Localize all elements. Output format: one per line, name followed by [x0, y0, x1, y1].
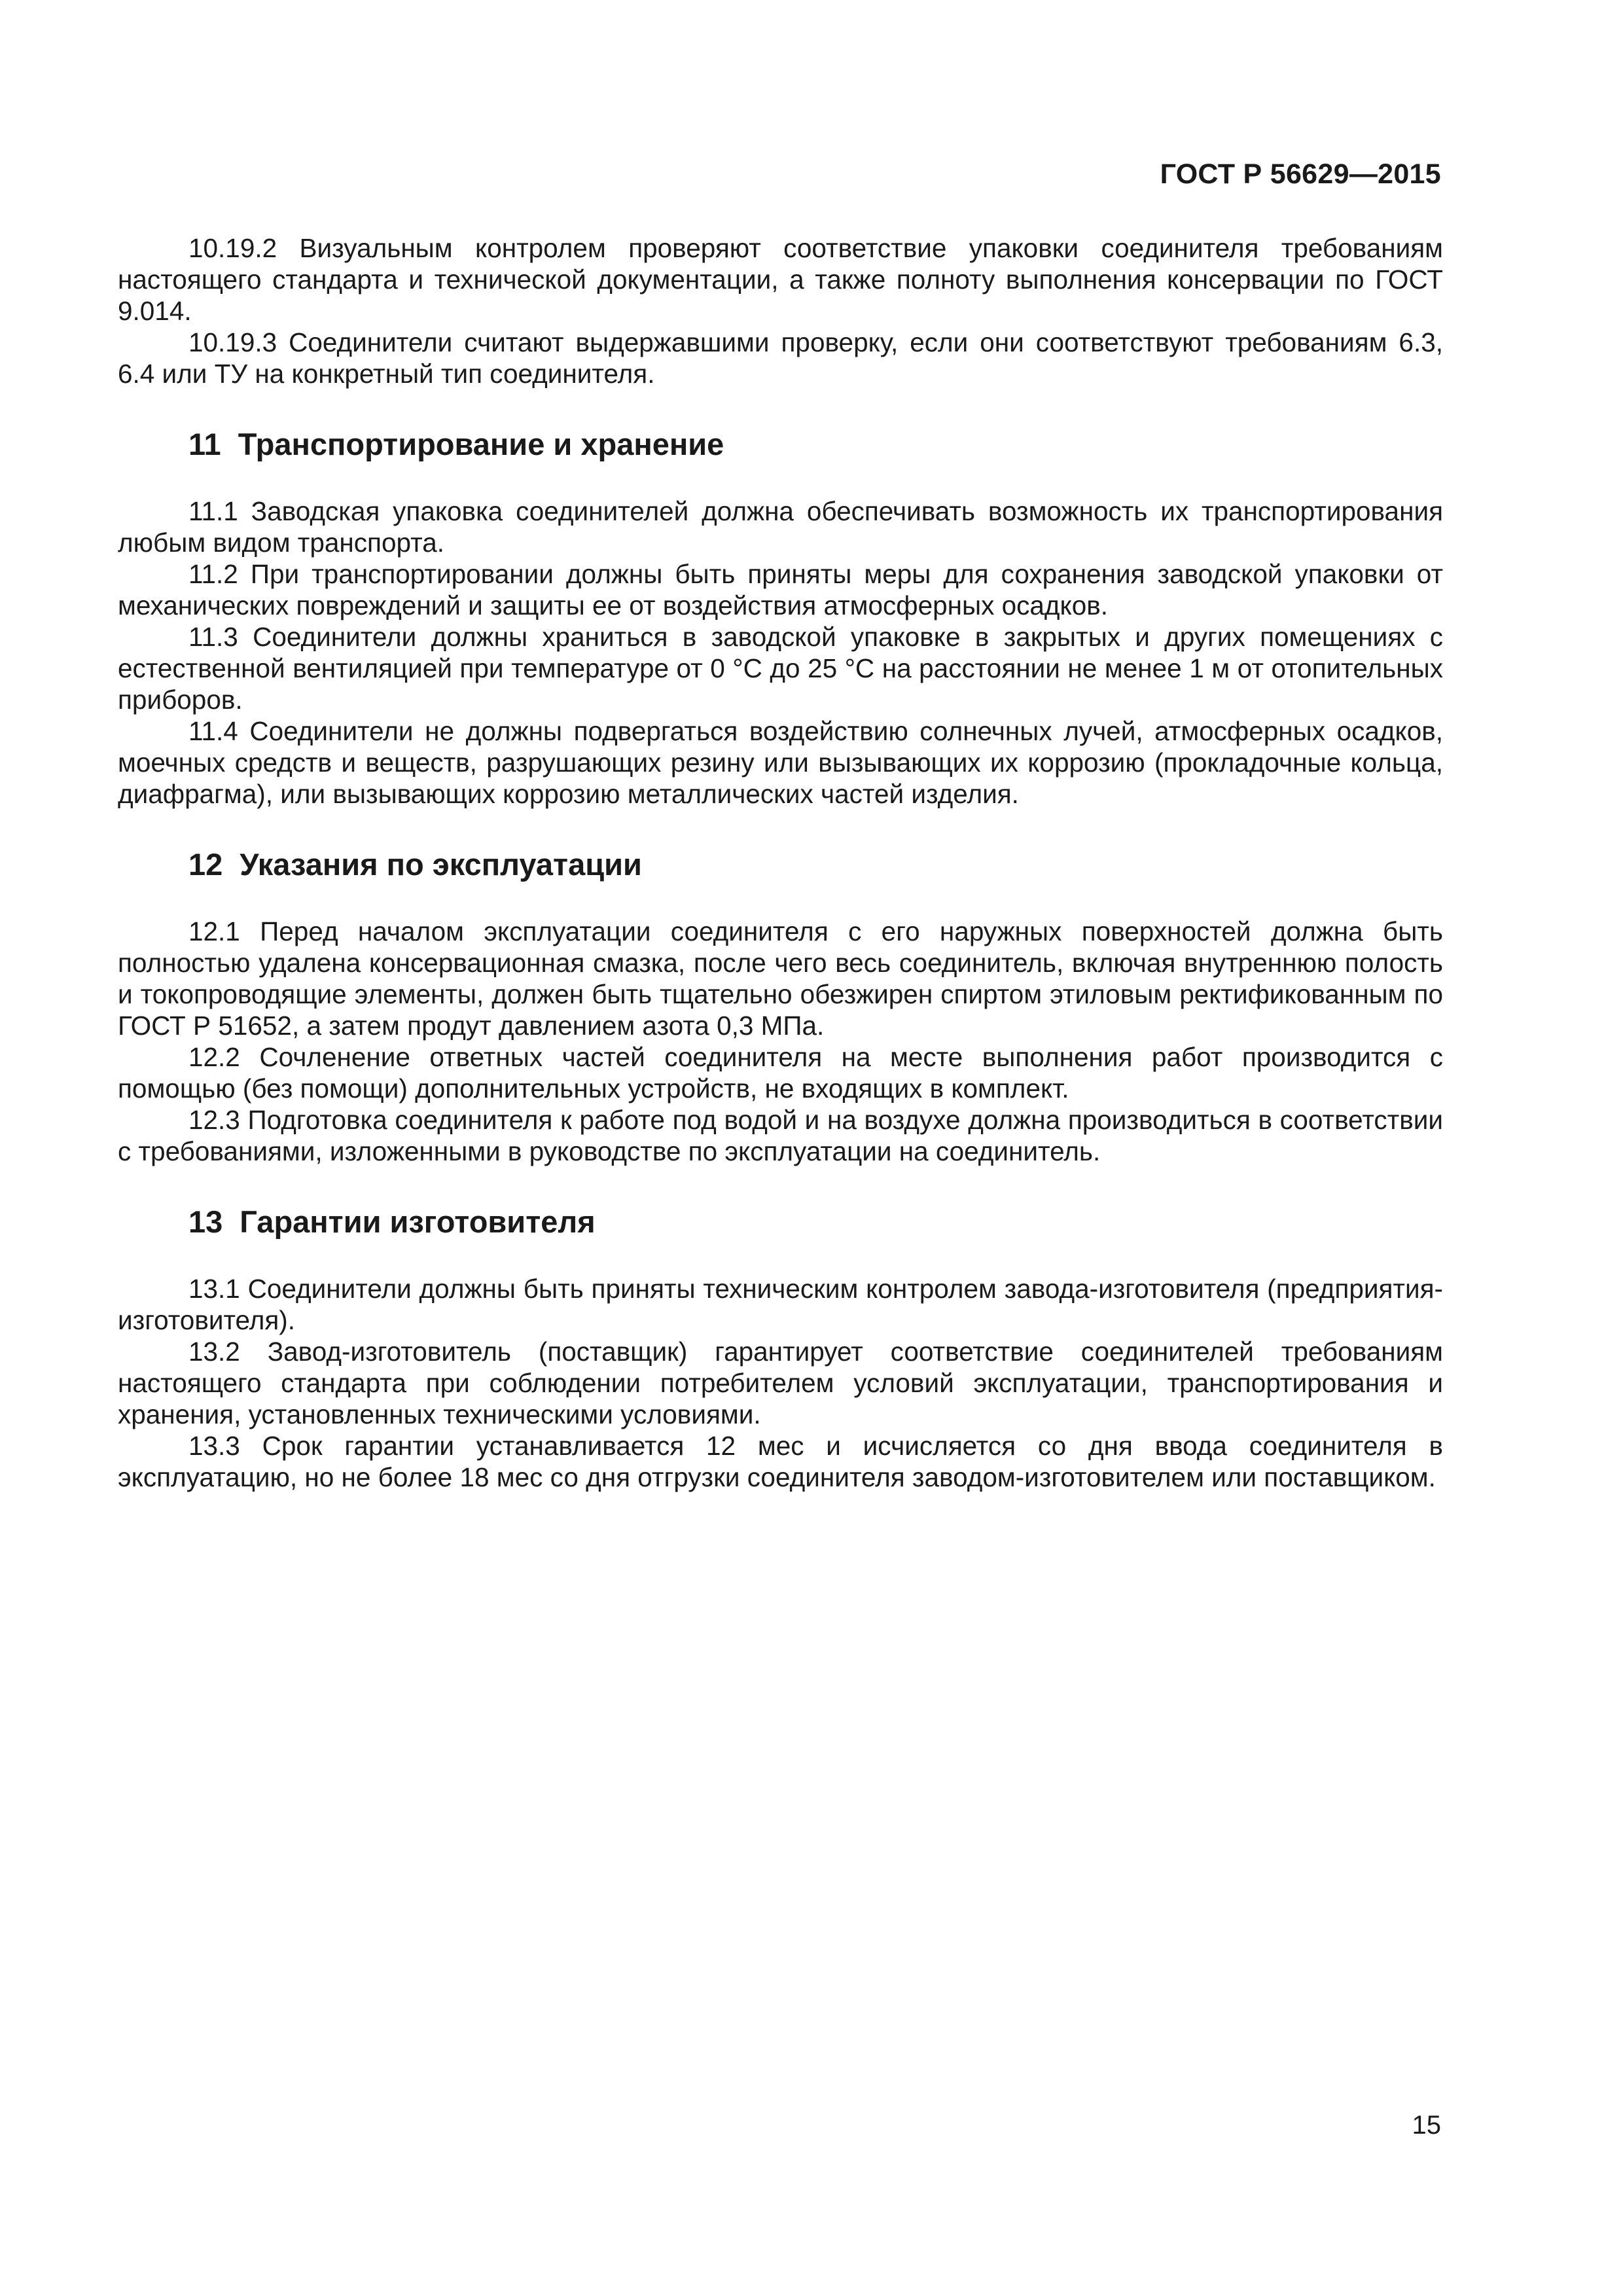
paragraph-13-2: 13.2 Завод-изготовитель (поставщик) гарантирует соответствие соединителей требованиям настоящего стандарта при соблюдении потребителем условий эксплуатации, транспортирования и хранения, установленных техническими условиями.	[118, 1336, 1443, 1429]
paragraph-10-19-2: 10.19.2 Визуальным контролем проверяют соответствие упаковки соединителя требованиям настоящего стандарта и технической документации, а также полноту выполнения консервации по ГОСТ 9.014.	[118, 233, 1443, 326]
paragraph-10-19-3: 10.19.3 Соединители считают выдержавшими проверку, если они соответствуют требованиям 6.3, 6.4 или ТУ на конкретный тип соединителя.	[118, 327, 1443, 389]
section-heading-12	[118, 846, 1443, 883]
section-heading-11	[118, 426, 1443, 463]
paragraph-13-1: 13.1 Соединители должны быть приняты техническим контролем завода-изготовителя (предприятия-изготовителя).	[118, 1274, 1443, 1335]
section-title-13: Гарантии изготовителя	[240, 1204, 596, 1239]
section-heading-13	[118, 1204, 1443, 1240]
page-number: 15	[1412, 2111, 1441, 2140]
paragraph-12-3: 12.3 Подготовка соединителя к работе под водой и на воздухе должна производиться в соответствии с требованиями, изложенными в руководстве по эксплуатации на соединитель.	[118, 1105, 1443, 1166]
paragraph-11-1: 11.1 Заводская упаковка соединителей должна обеспечивать возможность их транспортирования любым видом транспорта.	[118, 496, 1443, 558]
section-number-12: 12	[188, 847, 223, 882]
paragraph-11-3: 11.3 Соединители должны храниться в заводской упаковке в закрытых и других помещениях с естественной вентиляцией при температуре от 0 °С до 25 °С на расстоянии не менее 1 м от отопительных приборов.	[118, 622, 1443, 715]
section-number-13: 13	[188, 1204, 223, 1239]
paragraph-13-3: 13.3 Срок гарантии устанавливается 12 мес и исчисляется со дня ввода соединителя в эксплуатацию, но не более 18 мес со дня отгрузки соединителя заводом-изготовителем или поставщиком.	[118, 1431, 1443, 1492]
paragraph-12-2: 12.2 Сочленение ответных частей соединителя на месте выполнения работ производится с помощью (без помощи) дополнительных устройств, не входящих в комплект.	[118, 1042, 1443, 1103]
section-title-11: Транспортирование и хранение	[238, 427, 724, 461]
section-title-12: Указания по эксплуатации	[240, 847, 642, 882]
document-body	[118, 232, 1443, 1493]
paragraph-12-1: 12.1 Перед началом эксплуатации соединителя с его наружных поверхностей должна быть полностью удалена консервационная смазка, после чего весь соединитель, включая внутреннюю полость и токопроводящие элементы, должен быть тщательно обезжирен спиртом этиловым ректификованным по ГОСТ Р 51652, а затем продут давлением азота 0,3 МПа.	[118, 916, 1443, 1041]
document-code-header: ГОСТ Р 56629—2015	[1160, 158, 1441, 190]
section-number-11: 11	[188, 427, 221, 461]
paragraph-11-4: 11.4 Соединители не должны подвергаться воздействию солнечных лучей, атмосферных осадков, моечных средств и веществ, разрушающих резину или вызывающих их коррозию (прокладочные кольца, диафрагма), или вызывающих коррозию металлических частей изделия.	[118, 716, 1443, 809]
paragraph-11-2: 11.2 При транспортировании должны быть приняты меры для сохранения заводской упаковки от механических повреждений и защиты ее от воздействия атмосферных осадков.	[118, 559, 1443, 620]
